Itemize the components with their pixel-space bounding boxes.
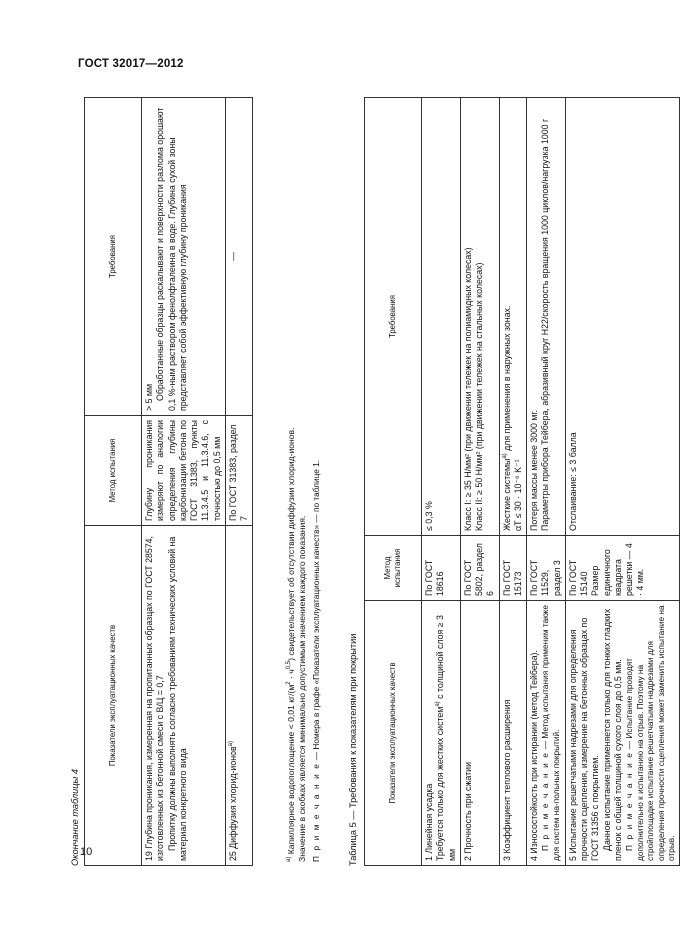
table-row <box>565 98 679 866</box>
table4-footnotes <box>286 102 322 862</box>
table5-row4-requirement: Потеря массы менее 3000 мг. Параметры прибора Тейбера, абразивный круг H22/скорость вращения 1000 циклов/нагрузка 1000 г <box>527 98 566 536</box>
table4-header-requirements: Требования <box>85 98 142 416</box>
table4-row25-indicator: 25 Диффузия хлорид-ионов$^{a)}$ <box>225 526 253 866</box>
document-header: ГОСТ 32017—2012 <box>78 58 184 70</box>
table5-row4-indicator: 4 Износостойкость при истирании (метод Тейбера). П р и м е ч а н и е — Метод испытания применим также для систем на-польных покрытий. <box>527 601 566 866</box>
table5-row3-requirement: Жесткие системы$^{a)}$ для применения в наружных зонах. αT ≤ 30 · 10⁻⁶ K⁻¹ <box>499 98 527 536</box>
table5 <box>364 97 680 866</box>
table5-row2-indicator: 2 Прочность при сжатии <box>460 601 499 866</box>
table4-row19-indicator: 19 Глубина проникания, измеренная на пропитанных образцах по ГОСТ 28574, изготовленных из бетонной смеси с В/Ц = 0,7 Пропитку должны выполнять согласно требованиям технических условий на материал конкретного вида <box>142 526 226 866</box>
table4 <box>84 97 253 866</box>
table-row <box>460 98 499 866</box>
table5-row5-method: По ГОСТ 15140 Размер единичного квадрата решетки — 4 · 4 мм. <box>565 536 679 601</box>
table5-header-row <box>365 98 422 866</box>
table5-row3-method: По ГОСТ 15173 <box>499 536 527 601</box>
table-row <box>527 98 566 866</box>
table-row <box>499 98 527 866</box>
table4-caption: Окончание таблицы 4 <box>70 769 80 866</box>
rotated-page-body <box>70 76 677 866</box>
table5-row2-method: По ГОСТ 5802, раздел 6 <box>460 536 499 601</box>
table-row <box>142 98 226 866</box>
table5-row5-indicator: 5 Испытание решетчатыми надрезами для определения прочности сцепления, измерение на бетонных образцах по ГОСТ 31356 с покрытием. Данное испытание применяется только для тонких гладких пленок с общей толщиной сухого слоя до 0,5 мм. П р и м е ч а н и е — Испытание проводят дополнительно к испытанию на отрыв. Поэтому на стройплощадке испытание решетчатыми надрезами для определения прочности сцепления может заменить испытание на отрыв. <box>565 601 679 866</box>
table5-header-requirements: Требования <box>365 98 422 536</box>
table5-header-indicator: Показатели эксплуатационных качеств <box>365 601 422 866</box>
table5-row2-requirement: Класс I: ≥ 35 Н/мм² (при движении тележек на полиамидных колесах) Класс II: ≥ 50 Н/мм² (при движении тележек на стальных колесах) <box>460 98 499 536</box>
table5-row1-indicator: 1 Линейная усадка Требуется только для жестких систем$^{a)}$ с толщиной слоя ≥ 3 мм <box>422 601 461 866</box>
table5-row4-method: По ГОСТ 11529, раздел 3 <box>527 536 566 601</box>
table4-row25-method: По ГОСТ 31383, раздел 7 <box>225 416 253 526</box>
table-row <box>225 98 253 866</box>
table4-row19-method: Глубину проникания измеряют по аналогии определения глубины карбонизации бетона по ГОСТ 31383, пункты 11.3.4.5 и 11.3.4.6, с точностью до 0,5 мм <box>142 416 226 526</box>
table5-row5-requirement: Отслаивание: ≤ 3 балла <box>565 98 679 536</box>
table5-row1-method: По ГОСТ 18616 <box>422 536 461 601</box>
footnote-b: Значение в скобках является минимально допустимым значением каждого показания. <box>297 515 308 862</box>
table5-row1-requirement: ≤ 0,3 % <box>422 98 461 536</box>
table5-row3-indicator: 3 Коэффициент теплового расширения <box>499 601 527 866</box>
table5-header-method: Метод испытания <box>365 536 422 601</box>
table5-caption: Таблица 5 — Требования к показателям при покрытии <box>348 633 358 866</box>
table4-row19-requirement: > 5 мм Обработанные образцы раскалывают и поверхности разлома орошают 0,1 %-ным раствором фенолфталеина в воде. Глубина сухой зоны представляет собой эффективную глубину проникания <box>142 98 226 416</box>
table4-header-row <box>85 98 142 866</box>
footnote-a: $^{a)}$ Капиллярное водопоглощение < 0,01 $кг/(м^2 \cdot ч^{0,5})$ свидетельствует об отсутствии диффузии хлорид-ионов. <box>286 427 296 862</box>
page-number: 10 <box>80 846 93 858</box>
table4-header-method: Метод испытания <box>85 416 142 526</box>
table-row <box>422 98 461 866</box>
table4-note: П р и м е ч а н и е — Номера в графе «Показатели эксплуатационных качеств» — по таблице 1. <box>311 459 322 862</box>
table4-row25-requirement: — <box>225 98 253 416</box>
table4-header-indicator: Показатели эксплуатационных качеств <box>85 526 142 866</box>
